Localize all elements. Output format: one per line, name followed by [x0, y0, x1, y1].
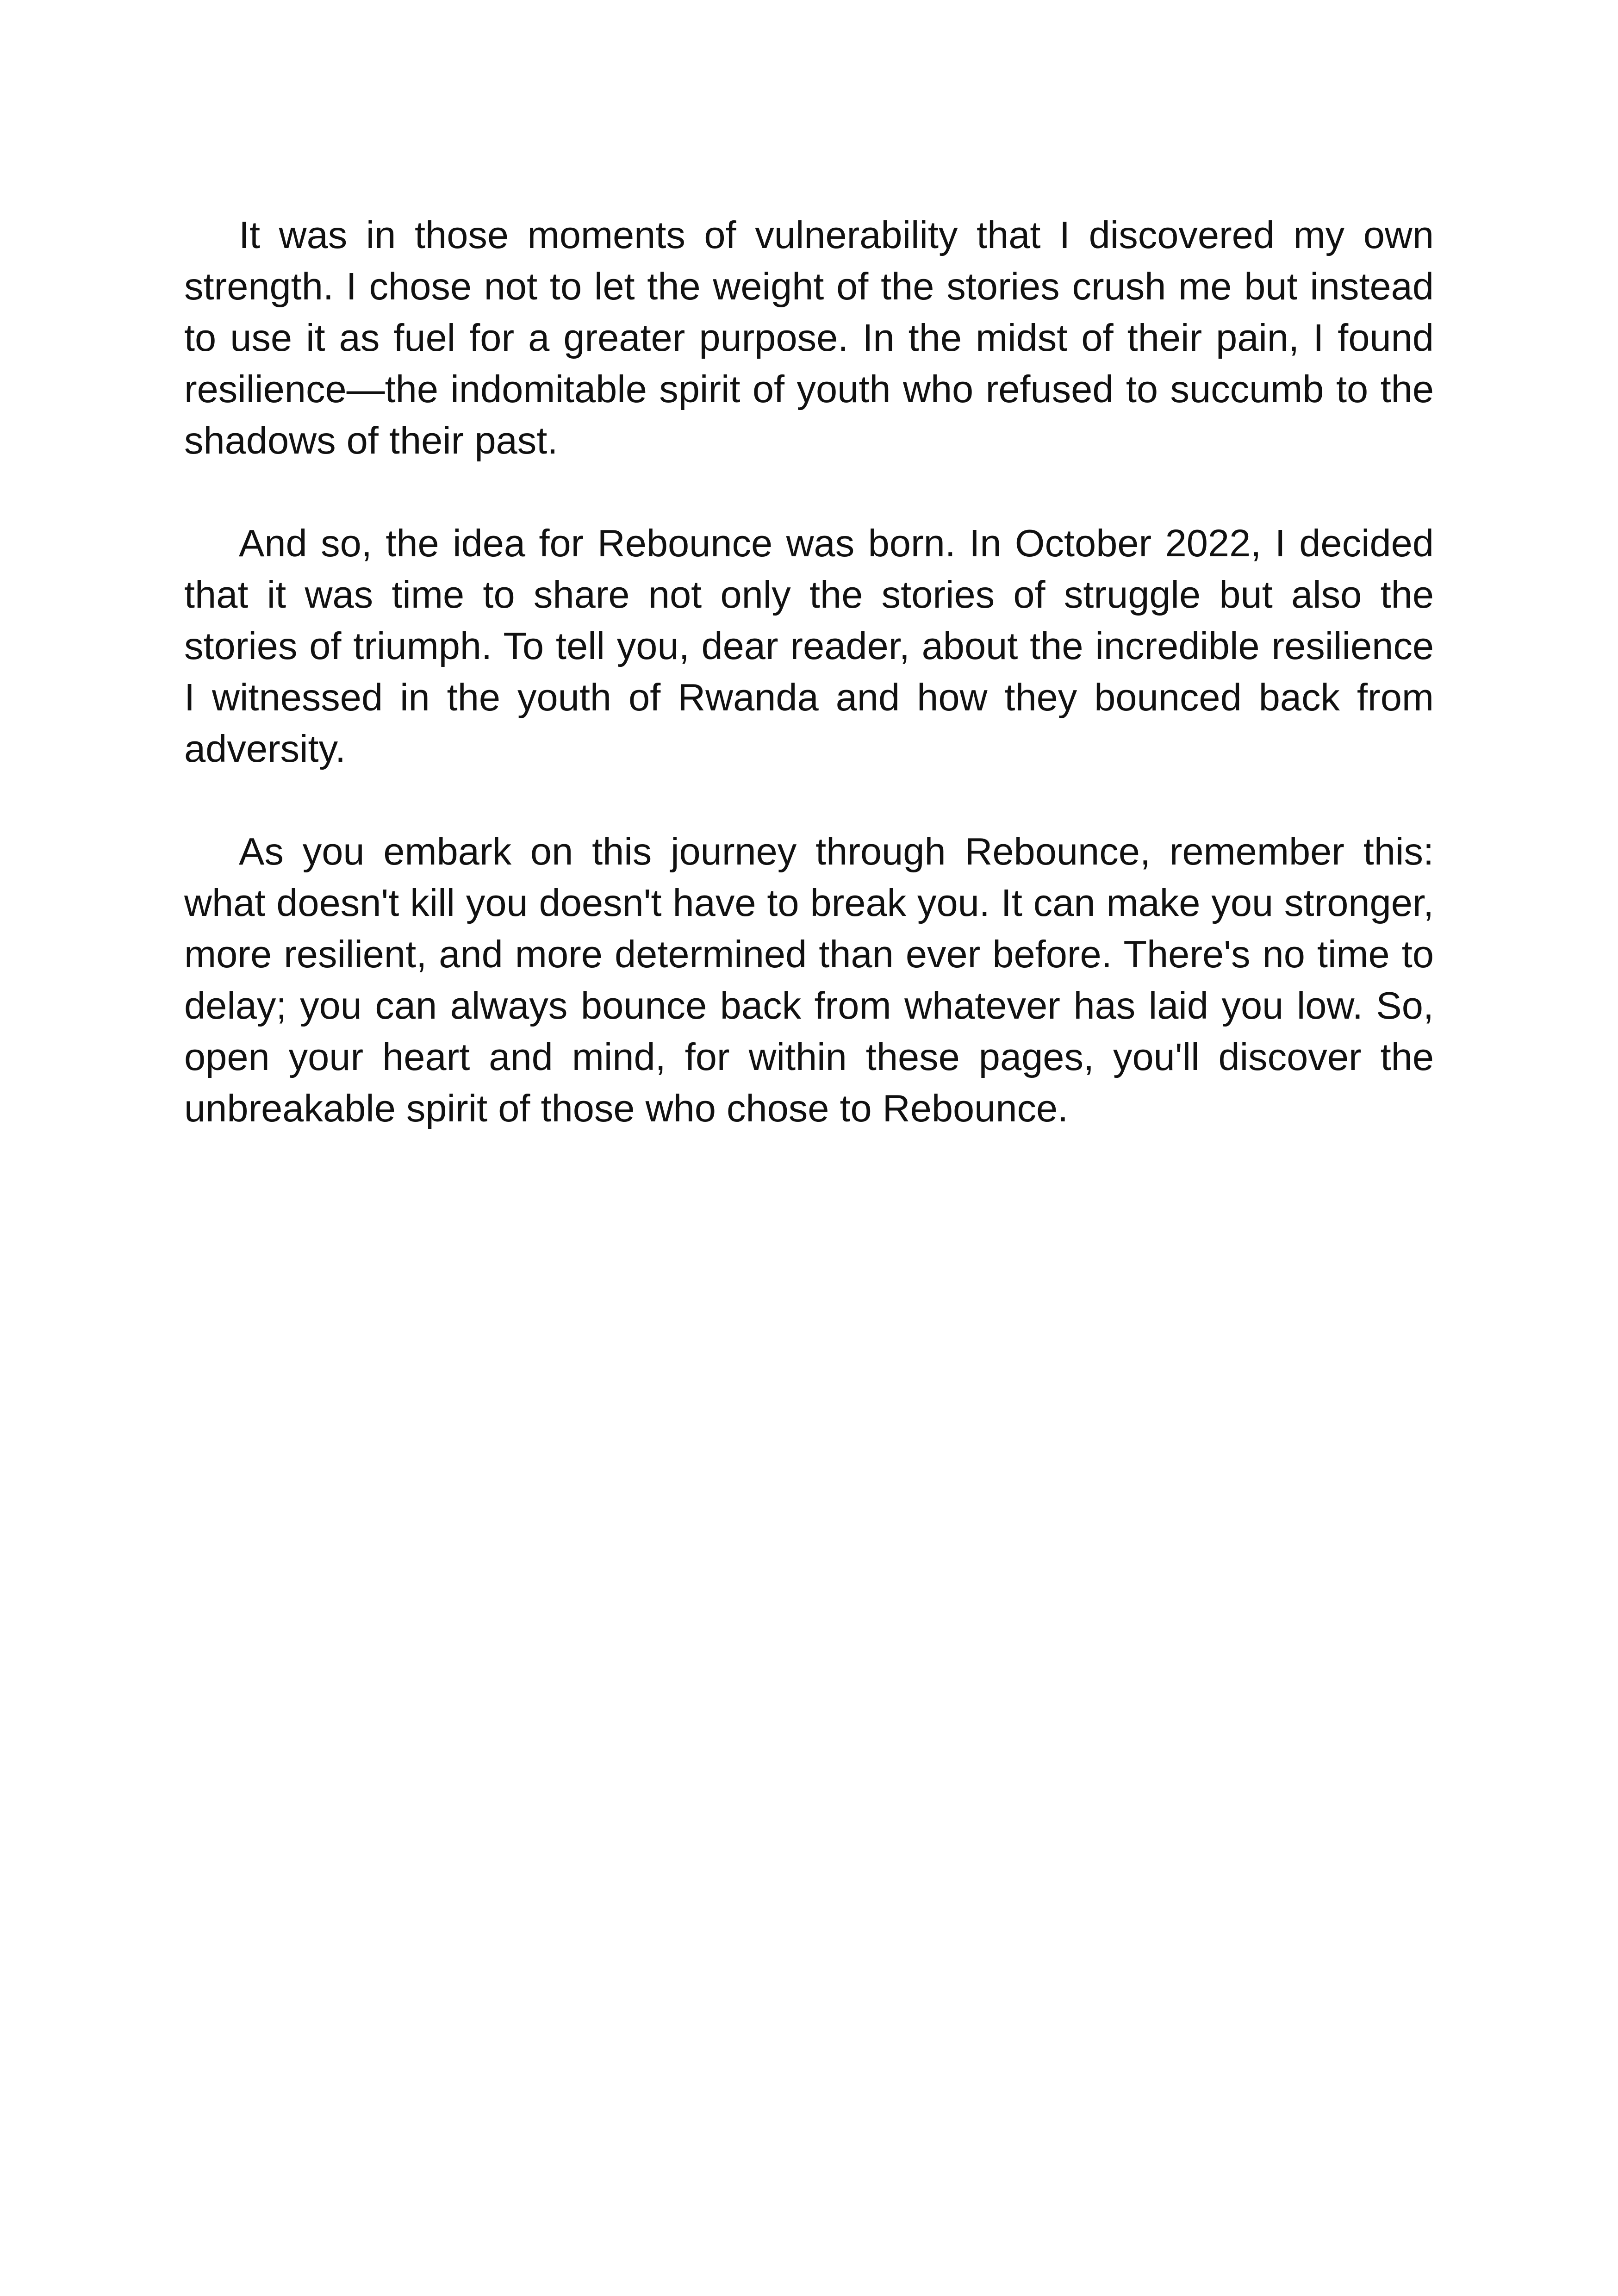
paragraph-journey: As you embark on this journey through Rebounce, remember this: what doesn't kill you doesn't have to break you. It can make you stronger, more resilient, and more determined than ever before. There's no time to delay; you can always bounce back from whatever has laid you low. So, open your heart and mind, for within these pages, you'll discover the unbreakable spirit of those who chose to Rebounce.: [184, 830, 1434, 1130]
paragraph-vulnerability: It was in those moments of vulnerability that I discovered my own strength. I chose not to let the weight of the stories crush me but instead to use it as fuel for a greater purpose. In the midst of their pain, I found resilience—the indomitable spirit of youth who refused to succumb to the shadows of their past.: [184, 213, 1434, 462]
paragraph-rebounce-origin: And so, the idea for Rebounce was born. In October 2022, I decided that it was time to share not only the stories of struggle but also the stories of triumph. To tell you, dear reader, about the incredible resilience I witnessed in the youth of Rwanda and how they bounced back from adversity.: [184, 522, 1434, 770]
body-text: [184, 209, 1434, 1134]
